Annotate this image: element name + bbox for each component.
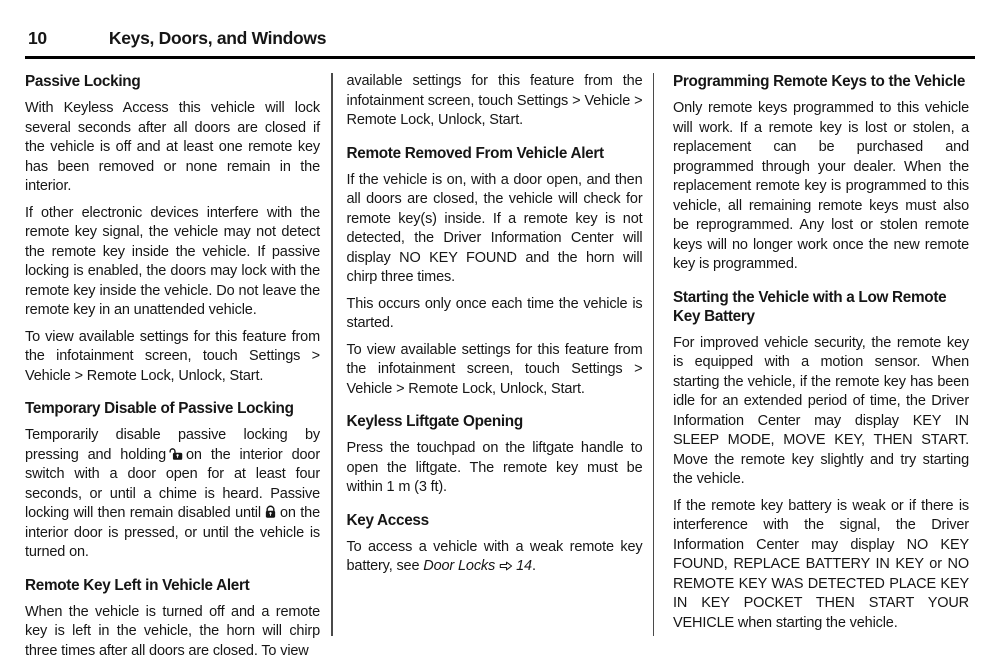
paragraph-liftgate-touchpad: Press the touchpad on the liftgate handle to open the liftgate. The remote key must be within 1 m (3 ft). xyxy=(346,440,643,495)
heading-passive-locking: Passive Locking xyxy=(25,73,141,90)
unlock-padlock-icon xyxy=(169,447,183,461)
cross-reference-page: 14 xyxy=(516,558,532,574)
paragraph-key-access xyxy=(347,538,643,577)
cross-reference-title: Door Locks xyxy=(423,558,496,574)
heading-temporary-disable: Temporary Disable of Passive Locking xyxy=(25,400,294,417)
key-access-text: To access a vehicle with a weak remote key battery, see xyxy=(346,538,643,574)
paragraph-motion-sensor: For improved vehicle security, the remote key is equipped with a motion sensor. When starting the vehicle, if the remote key has been idle for an extended period of time, the Driver Information Center may display KEY IN SLEEP MODE, MOVE KEY, THEN START. Move the remote key slightly and try starting the vehicle. xyxy=(673,334,969,487)
column-3 xyxy=(673,72,969,633)
paragraph-view-settings: To view available settings for this feature from the infotainment screen, touch Settings > Vehicle > Remote Lock, Unlock, Start. xyxy=(25,328,320,384)
paragraph-horn-chirp: When the vehicle is turned off and a remote key is left in the vehicle, the horn will chirp three times after all doors are closed. To view xyxy=(25,603,320,659)
page-reference-arrow-icon xyxy=(498,560,513,572)
heading-programming-keys: Programming Remote Keys to the Vehicle xyxy=(673,73,966,90)
heading-low-battery-start: Starting the Vehicle with a Low Remote Key Battery xyxy=(673,288,947,325)
lock-padlock-icon xyxy=(264,505,277,519)
paragraph-keyless-access: With Keyless Access this vehicle will lock several seconds after all doors are closed if the vehicle is off and at least one remote key has been removed or none remain in the interior. xyxy=(25,100,320,194)
paragraph-temporary-disable xyxy=(25,426,320,563)
heading-remote-removed: Remote Removed From Vehicle Alert xyxy=(346,144,604,162)
page-header xyxy=(0,0,1000,49)
header-rule xyxy=(25,56,975,59)
paragraph-view-settings: To view available settings for this feature from the infotainment screen, touch Settings > Vehicle > Remote Lock, Unlock, Start. xyxy=(346,341,643,397)
heading-key-access: Key Access xyxy=(346,511,429,529)
temporary-disable-text-1: Temporarily disable passive locking by pressing and holding xyxy=(25,427,320,463)
paragraph-settings-continued: available settings for this feature from the infotainment screen, touch Settings > Vehicle > Remote Lock, Unlock, Start. xyxy=(346,73,643,128)
paragraph-key-check: If the vehicle is on, with a door open, and then all doors are closed, the vehicle will check for remote key(s) inside. If a remote key is not detected, the Driver Information Center will display NO KEY FOUND and the horn will chirp three times. xyxy=(346,171,643,285)
heading-keyless-liftgate: Keyless Liftgate Opening xyxy=(346,413,523,430)
column-1 xyxy=(25,72,320,661)
page-columns xyxy=(25,72,975,661)
page-number: 10 xyxy=(28,28,47,48)
paragraph-weak-battery: If the remote key battery is weak or if there is interference with the signal, the Driver Information Center may display NO KEY FOUND, REPLACE BATTERY IN KEY or NO REMOTE KEY WAS DETECTED PLACE KEY IN KEY POCKET THEN START YOUR VEHICLE when starting the vehicle. xyxy=(673,497,969,631)
chapter-title: Keys, Doors, and Windows xyxy=(108,28,327,48)
column-divider-2 xyxy=(653,73,655,636)
paragraph-interference: If other electronic devices interfere with the remote key signal, the vehicle may not detect the remote key inside the vehicle. If passive locking is enabled, the doors may lock with the remote key inside the vehicle. Do not leave the remote key in an unattended vehicle. xyxy=(25,204,320,318)
heading-remote-key-left: Remote Key Left in Vehicle Alert xyxy=(25,576,250,594)
paragraph-occurs-once: This occurs only once each time the vehicle is started. xyxy=(346,295,643,331)
paragraph-programming: Only remote keys programmed to this vehicle will work. If a remote key is lost or stolen, a replacement can be purchased and programmed through your dealer. When the replacement remote key is programmed to this vehicle, all remaining remote keys must also be reprogrammed. Any lost or stolen remote keys will no longer work once the new remote key is programmed. xyxy=(673,100,969,272)
temporary-disable-text-3: on the interior door is pressed, or until the vehicle is turned on. xyxy=(25,505,320,560)
column-divider-1 xyxy=(331,73,333,636)
key-access-period: . xyxy=(531,558,536,574)
temporary-disable-text-2: on the interior door switch with a door open for at least four seconds, or until a chime is heard. Passive locking will then remain disabled until xyxy=(25,446,321,521)
column-2 xyxy=(347,72,643,577)
